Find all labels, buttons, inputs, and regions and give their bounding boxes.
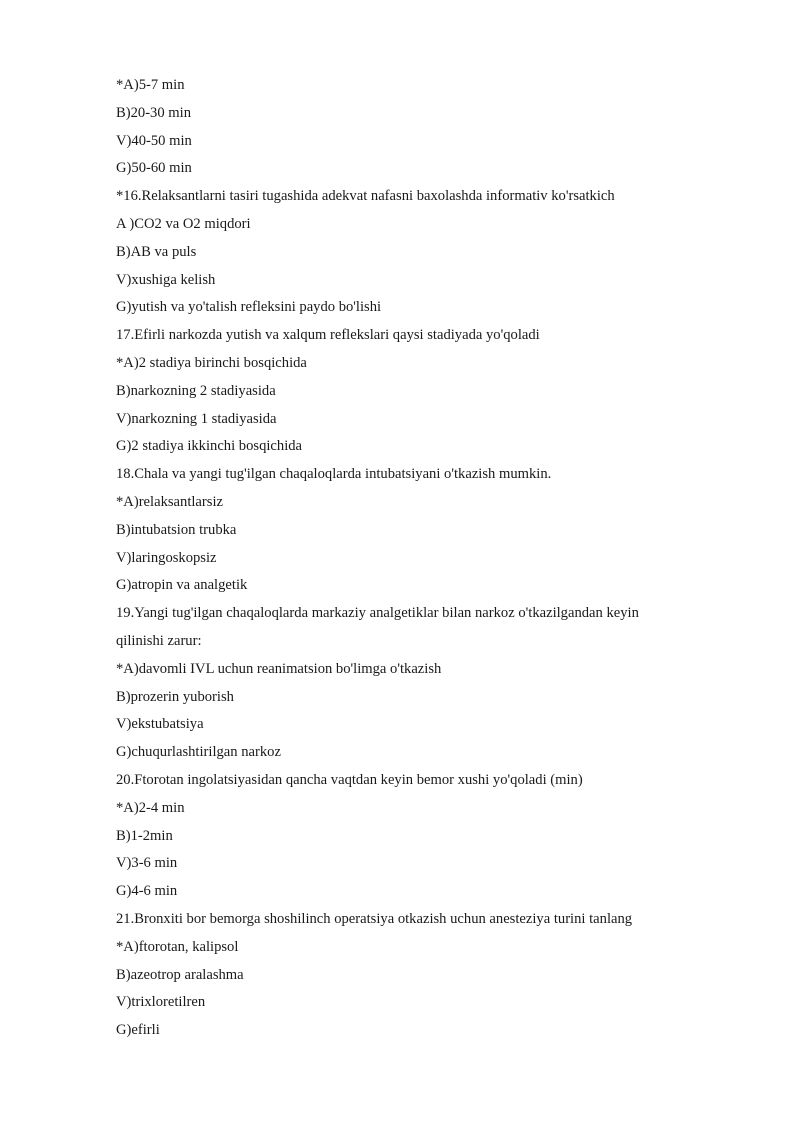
answer-option: G)efirli (116, 1022, 160, 1039)
answer-option: V)3-6 min (116, 855, 178, 872)
question-21: 21.Bronxiti bor bemorga shoshilinch operatsiya otkazish uchun anesteziya turini tanlang (116, 910, 633, 927)
answer-option: *A)relaksantlarsiz (116, 493, 223, 510)
answer-option: V)40-50 min (116, 132, 192, 149)
answer-option: G)chuqurlashtirilgan narkoz (116, 744, 281, 761)
question-19-continued: qilinishi zarur: (116, 632, 202, 649)
answer-option: G)yutish va yo'talish refleksini paydo bo'lishi (116, 299, 382, 316)
answer-option: G)50-60 min (116, 160, 192, 177)
document-page (116, 72, 756, 1045)
question-19: 19.Yangi tug'ilgan chaqaloqlarda markaziy analgetiklar bilan narkoz o'tkazilgandan keyin (116, 605, 639, 622)
answer-option: *A)2-4 min (116, 799, 185, 816)
answer-option: V)laringoskopsiz (116, 549, 217, 566)
answer-option: *A)davomli IVL uchun reanimatsion bo'limga o'tkazish (116, 660, 442, 677)
question-16: *16.Relaksantlarni tasiri tugashida adekvat nafasni baxolashda informativ ko'rsatkich (116, 188, 615, 205)
answer-option: B)intubatsion trubka (116, 521, 237, 538)
answer-option: B)azeotrop aralashma (116, 966, 244, 983)
answer-option: G)atropin va analgetik (116, 577, 248, 594)
answer-option: B)20-30 min (116, 104, 191, 121)
answer-option: B)prozerin yuborish (116, 688, 234, 705)
answer-option: *A)ftorotan, kalipsol (116, 938, 239, 955)
answer-option: V)trixloretilren (116, 994, 206, 1011)
question-20: 20.Ftorotan ingolatsiyasidan qancha vaqtdan keyin bemor xushi yo'qoladi (min) (116, 771, 583, 788)
answer-option: V)ekstubatsiya (116, 716, 204, 733)
answer-option: G)4-6 min (116, 883, 178, 900)
answer-option: A )CO2 va O2 miqdori (116, 215, 251, 232)
question-17: 17.Efirli narkozda yutish va xalqum reflekslari qaysi stadiyada yo'qoladi (116, 327, 540, 344)
question-18: 18.Chala va yangi tug'ilgan chaqaloqlarda intubatsiyani o'tkazish mumkin. (116, 466, 552, 483)
answer-option: G)2 stadiya ikkinchi bosqichida (116, 438, 303, 455)
answer-option: V)xushiga kelish (116, 271, 216, 288)
answer-option: V)narkozning 1 stadiyasida (116, 410, 277, 427)
answer-option: *A)5-7 min (116, 77, 185, 93)
answer-option: B)1-2min (116, 827, 173, 844)
answer-option: B)narkozning 2 stadiyasida (116, 382, 276, 399)
answer-option: *A)2 stadiya birinchi bosqichida (116, 354, 307, 371)
answer-option: B)AB va puls (116, 243, 197, 260)
